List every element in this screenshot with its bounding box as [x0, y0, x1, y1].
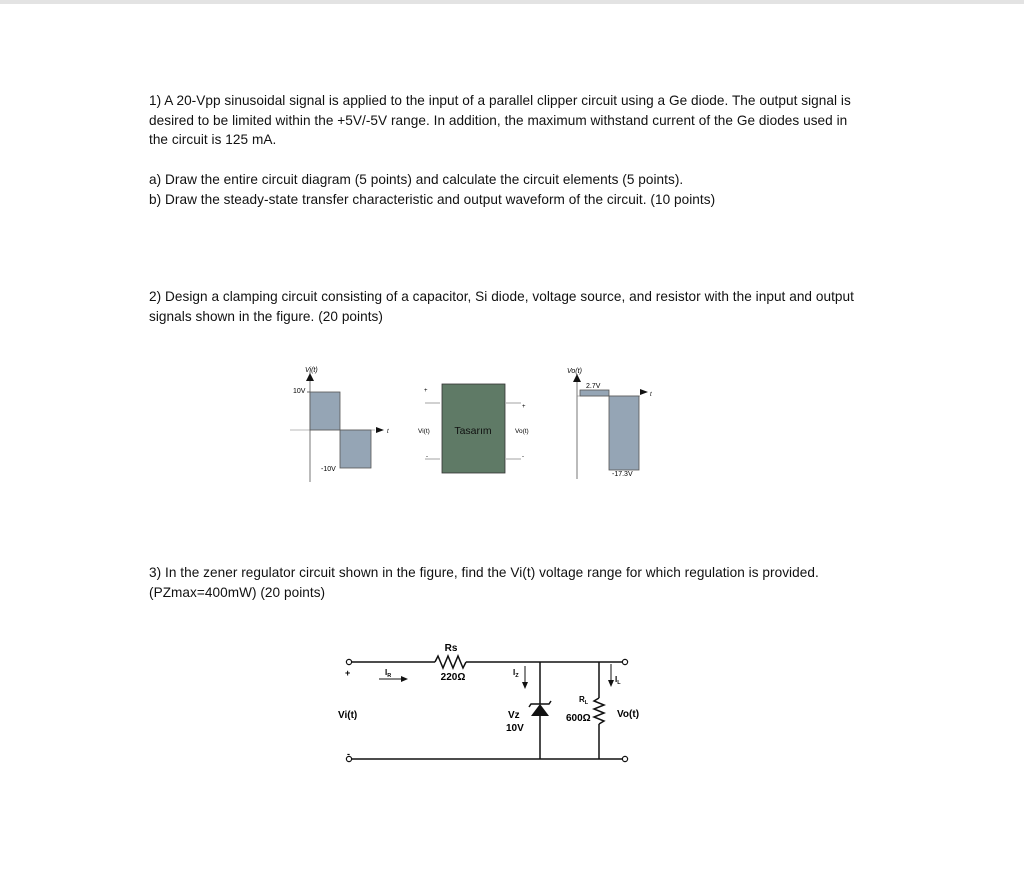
iz-current [513, 666, 528, 689]
input-low-label: -10V [321, 466, 336, 473]
vi-label: Vi(t) [338, 710, 358, 721]
q2-line-1: 2) Design a clamping circuit consisting of a capacitor, Si diode, voltage source, and resistor with the input and output [149, 289, 854, 304]
ir-current [379, 668, 408, 682]
svg-text:IR [385, 668, 391, 679]
box-out-minus: - [522, 454, 524, 460]
design-block [418, 384, 529, 473]
output-low-label: -17.3V [612, 471, 633, 478]
input-positive-pulse [310, 392, 340, 430]
rs-name: Rs [444, 643, 458, 654]
output-waveform [567, 368, 652, 479]
output-time-label: t [650, 392, 652, 398]
box-title: Tasarım [454, 425, 492, 437]
ir-main: I [385, 668, 388, 677]
input-terminal-top [346, 659, 351, 664]
load-branch [566, 662, 639, 759]
input-negative-pulse [340, 430, 371, 468]
output-terminal-bottom [622, 756, 627, 761]
box-out-label: Vo(t) [515, 428, 529, 435]
q1-part-a: a) Draw the entire circuit diagram (5 points) and calculate the circuit elements (5 points). [149, 172, 684, 187]
load-resistor [594, 698, 604, 724]
top-border [0, 0, 1024, 4]
question-1-parts [149, 170, 949, 209]
box-out-plus: + [522, 404, 526, 410]
svg-text:RL [579, 695, 589, 706]
output-axis-label: Vo(t) [567, 368, 582, 375]
input-axis-label: Vi(t) [305, 367, 318, 374]
q3-line-2: (PZmax=400mW) (20 points) [149, 584, 326, 600]
q3-line-1: 3) In the zener regulator circuit shown in the figure, find the Vi(t) voltage range for which regulation is provided. [149, 565, 819, 580]
q1-part-b: b) Draw the steady-state transfer characteristic and output waveform of the circuit. (10 points) [149, 191, 716, 207]
q1-line-3: the circuit is 125 mA. [149, 132, 277, 147]
box-in-minus: - [426, 454, 428, 460]
rl-value: 600Ω [566, 713, 591, 724]
zener-diode [531, 704, 549, 716]
svg-text:IZ [513, 668, 519, 679]
input-waveform [290, 367, 389, 482]
output-positive-pulse [580, 390, 609, 396]
il-current [608, 664, 621, 687]
vz-name: Vz [508, 710, 520, 721]
q2-line-2: signals shown in the figure. (20 points) [149, 308, 383, 324]
il-sub: L [617, 680, 621, 686]
top-wire [352, 656, 622, 668]
question-1 [149, 91, 949, 150]
output-terminal-top [622, 659, 627, 664]
il-main: I [615, 675, 618, 684]
iz-main: I [513, 668, 516, 677]
q1-line-1: 1) A 20-Vpp sinusoidal signal is applied to the input of a parallel clipper circuit using a Ge diode. The output signal is [149, 93, 851, 108]
input-high-label: 10V [293, 388, 306, 395]
rl-main: R [579, 695, 585, 704]
question-2 [149, 287, 949, 326]
ir-sub: R [387, 673, 392, 679]
vz-value: 10V [506, 723, 524, 734]
svg-text:IL [615, 675, 621, 686]
rl-sub: L [584, 700, 589, 706]
question-3 [149, 563, 949, 602]
vo-label: Vo(t) [617, 709, 640, 720]
output-high-label: 2.7V [586, 383, 601, 390]
iz-sub: Z [515, 673, 519, 679]
box-in-label: Vi(t) [418, 428, 430, 435]
rs-value: 220Ω [440, 672, 466, 683]
clamper-figure [280, 362, 680, 487]
output-negative-pulse [609, 396, 639, 470]
input-time-label: t [387, 429, 389, 435]
q1-line-2: desired to be limited within the +5V/-5V range. In addition, the maximum withstand current of the Ge diodes used in [149, 112, 848, 128]
input-plus: + [345, 668, 351, 678]
box-in-plus: + [424, 388, 428, 394]
input-minus: - [347, 749, 350, 759]
zener-circuit [335, 636, 645, 771]
